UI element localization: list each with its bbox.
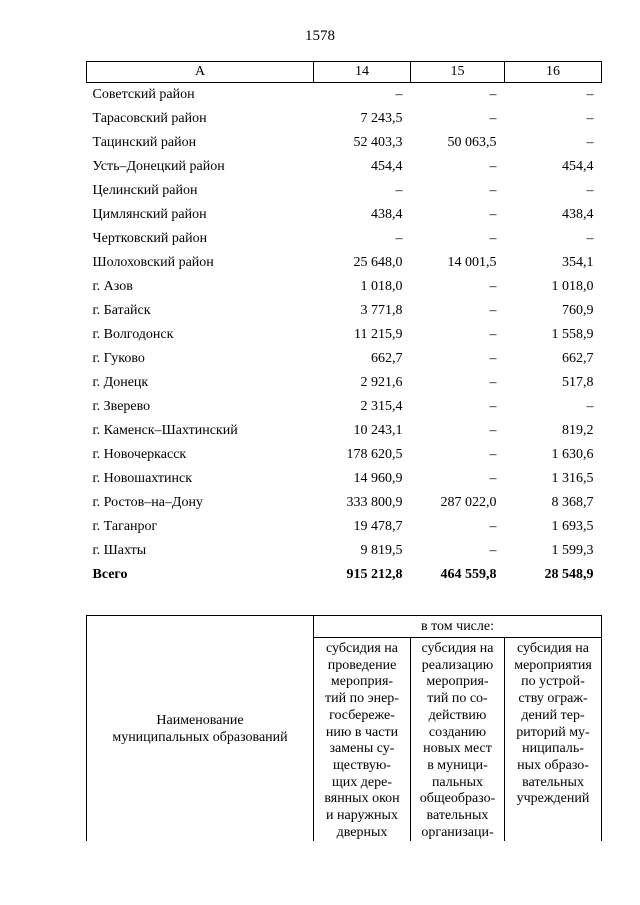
value-col-15: – <box>489 375 497 390</box>
value-col-14: 2 315,4 <box>360 399 403 414</box>
value-col-15: – <box>489 159 497 174</box>
value-col-16: 1 316,5 <box>551 471 594 486</box>
table-row <box>87 275 602 299</box>
value-col-16: 1 693,5 <box>551 519 594 534</box>
value-col-15: – <box>489 399 497 414</box>
total-row <box>87 563 602 587</box>
value-col-15: – <box>489 423 497 438</box>
value-col-14: 19 478,7 <box>353 519 403 534</box>
table-row <box>87 131 602 155</box>
including-header: в том числе: <box>314 616 602 638</box>
table-row <box>87 443 602 467</box>
value-col-16: – <box>586 111 594 126</box>
value-col-16: 454,4 <box>562 159 594 174</box>
municipality-name: г. Зверево <box>92 399 151 414</box>
value-col-14: 915 212,8 <box>346 567 403 582</box>
table-row <box>87 83 602 108</box>
value-col-16: 819,2 <box>562 423 594 438</box>
value-col-15: 14 001,5 <box>447 255 497 270</box>
header-col-16: 16 <box>505 62 602 83</box>
value-col-15: 287 022,0 <box>440 495 497 510</box>
value-col-16: – <box>586 135 594 150</box>
table-row <box>87 299 602 323</box>
value-col-16: 1 630,6 <box>551 447 594 462</box>
municipality-name: Тарасовский район <box>92 111 207 126</box>
value-col-16: – <box>586 183 594 198</box>
value-col-15: – <box>489 207 497 222</box>
municipality-name: г. Ростов–на–Дону <box>92 495 203 510</box>
municipality-name: г. Волгодонск <box>92 327 174 342</box>
value-col-14: – <box>395 183 403 198</box>
value-col-14: – <box>395 87 403 102</box>
value-col-14: 2 921,6 <box>360 375 403 390</box>
value-col-15: – <box>489 111 497 126</box>
municipality-name: Целинский район <box>92 183 198 198</box>
header-col-a: A <box>87 62 314 83</box>
value-col-15: – <box>489 327 497 342</box>
table-row <box>87 491 602 515</box>
municipality-name: Тацинский район <box>92 135 197 150</box>
table-row <box>87 419 602 443</box>
value-col-14: 11 215,9 <box>354 327 403 342</box>
municipality-name: г. Новошахтинск <box>92 471 193 486</box>
value-col-15: 464 559,8 <box>440 567 497 582</box>
value-col-14: 178 620,5 <box>346 447 403 462</box>
table-body <box>87 83 602 588</box>
value-col-15: – <box>489 303 497 318</box>
table-row <box>87 179 602 203</box>
municipality-name: Усть–Донецкий район <box>92 159 225 174</box>
table-row <box>87 371 602 395</box>
header-col-14: 14 <box>314 62 411 83</box>
value-col-14: 1 018,0 <box>360 279 403 294</box>
value-col-16: 662,7 <box>562 351 594 366</box>
municipality-name: г. Шахты <box>92 543 147 558</box>
municipality-name: Цимлянский район <box>92 207 207 222</box>
value-col-14: 3 771,8 <box>360 303 403 318</box>
value-col-14: 333 800,9 <box>346 495 403 510</box>
value-col-16: 1 018,0 <box>551 279 594 294</box>
value-col-16: 28 548,9 <box>544 567 594 582</box>
value-col-14: 662,7 <box>371 351 403 366</box>
table-row <box>87 107 602 131</box>
value-col-14: 10 243,1 <box>353 423 403 438</box>
value-col-16: 354,1 <box>562 255 594 270</box>
municipality-name: г. Донецк <box>92 375 149 390</box>
value-col-16: 517,8 <box>562 375 594 390</box>
header-row <box>87 62 602 83</box>
table-row <box>87 467 602 491</box>
value-col-14: 52 403,3 <box>353 135 403 150</box>
value-col-15: – <box>489 351 497 366</box>
municipality-name: г. Таганрог <box>92 519 158 534</box>
table-row <box>87 155 602 179</box>
value-col-15: – <box>489 519 497 534</box>
value-col-16: 8 368,7 <box>551 495 594 510</box>
value-col-16: – <box>586 231 594 246</box>
municipality-name: г. Новочеркасск <box>92 447 187 462</box>
value-col-16: – <box>586 87 594 102</box>
value-col-15: – <box>489 471 497 486</box>
value-col-14: 7 243,5 <box>360 111 403 126</box>
value-col-15: 50 063,5 <box>447 135 497 150</box>
table-row <box>87 323 602 347</box>
subsidy-table <box>86 61 602 587</box>
value-col-16: 1 599,3 <box>551 543 594 558</box>
value-col-14: – <box>395 231 403 246</box>
table-row <box>87 347 602 371</box>
value-col-15: – <box>489 279 497 294</box>
value-col-14: 9 819,5 <box>360 543 403 558</box>
municipality-name: г. Каменск–Шахтинский <box>92 423 238 438</box>
table-row <box>87 227 602 251</box>
page-number: 1578 <box>305 28 335 44</box>
subsidy-energy-header: субсидия на проведение мероприя- тий по энер- госбереже- нию в части замены су- ществую- щих дере- вянных окон и наружных дверных <box>324 641 400 840</box>
value-col-16: – <box>586 399 594 414</box>
table-row <box>87 203 602 227</box>
table-row <box>87 251 602 275</box>
table-row <box>87 515 602 539</box>
subsidy-energy-header-cell <box>314 638 411 842</box>
value-col-14: 454,4 <box>371 159 403 174</box>
value-col-16: 760,9 <box>562 303 594 318</box>
value-col-14: 25 648,0 <box>353 255 403 270</box>
subsidy-new-places-header: субсидия на реализацию мероприя- тий по со- действию созданию новых мест в муници- пальных общеобразо- вательных организаци- <box>419 641 496 840</box>
municipality-name: г. Гуково <box>92 351 145 366</box>
table-row <box>87 539 602 563</box>
municipality-name: г. Азов <box>92 279 133 294</box>
municipality-name: Всего <box>92 567 128 582</box>
municipality-header-cell <box>87 616 314 842</box>
subsidy-fencing-header-cell <box>505 638 602 842</box>
table-row <box>87 395 602 419</box>
municipality-name: Чертковский район <box>92 231 208 246</box>
header-table <box>86 615 602 841</box>
municipality-name: Шолоховский район <box>92 255 214 270</box>
value-col-15: – <box>489 183 497 198</box>
value-col-16: 1 558,9 <box>551 327 594 342</box>
value-col-14: 438,4 <box>371 207 403 222</box>
value-col-15: – <box>489 543 497 558</box>
value-col-15: – <box>489 447 497 462</box>
municipality-name: г. Батайск <box>92 303 151 318</box>
subsidy-fencing-header: субсидия на мероприятия по устрой- ству ограж- дений тер- риторий му- ниципаль- ных образо- вательных учреждений <box>514 641 592 807</box>
subsidy-new-places-header-cell <box>411 638 505 842</box>
municipality-name: Советский район <box>92 87 195 102</box>
value-col-15: – <box>489 231 497 246</box>
municipality-header: Наименование муниципальных образований <box>112 712 288 745</box>
value-col-15: – <box>489 87 497 102</box>
header-col-15: 15 <box>411 62 505 83</box>
value-col-14: 14 960,9 <box>353 471 403 486</box>
value-col-16: 438,4 <box>562 207 594 222</box>
